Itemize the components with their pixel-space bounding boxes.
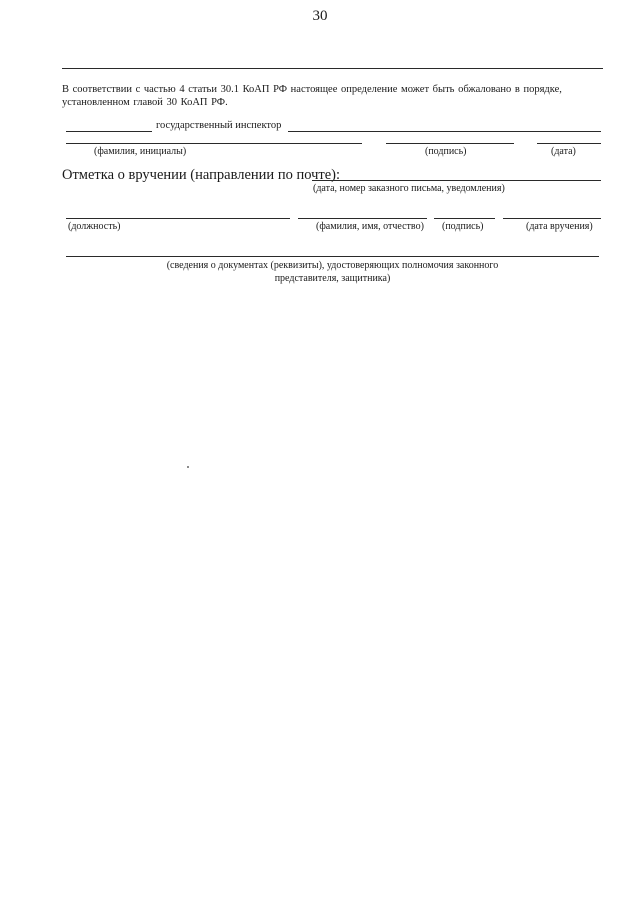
- mail-info-line: [312, 180, 601, 181]
- position-caption: (должность): [68, 221, 121, 232]
- delivery-date-caption: (дата вручения): [526, 221, 593, 232]
- page-number: 30: [312, 8, 328, 24]
- receiver-signature-line: [434, 218, 495, 219]
- representative-caption-line2: представителя, защитника): [274, 273, 391, 284]
- receiver-signature-caption: (подпись): [442, 221, 484, 232]
- representative-caption-line1: (сведения о документах (реквизиты), удостоверяющих полномочия законного: [166, 260, 499, 271]
- signature-caption: (подпись): [425, 146, 467, 157]
- position-line: [66, 218, 290, 219]
- full-name-line: [298, 218, 427, 219]
- representative-caption: [66, 259, 599, 285]
- inspector-blank-suffix: [288, 131, 601, 132]
- scan-speck: [187, 466, 189, 468]
- name-line: [66, 143, 362, 144]
- delivery-title: Отметка о вручении (направлении по почте):: [62, 167, 341, 183]
- signature-line: [386, 143, 514, 144]
- inspector-blank-prefix: [66, 131, 152, 132]
- inspector-label: государственный инспектор: [156, 120, 282, 131]
- representative-line: [66, 256, 599, 257]
- date-caption: (дата): [551, 146, 576, 157]
- top-divider: [62, 68, 603, 69]
- date-line: [537, 143, 601, 144]
- appeal-paragraph: В соответствии с частью 4 статьи 30.1 КоАП РФ настоящее определение может быть обжаловано в порядке, установленном главой 30 КоАП РФ.: [62, 84, 562, 108]
- mail-info-caption: (дата, номер заказного письма, уведомления): [313, 183, 505, 194]
- name-caption: (фамилия, инициалы): [94, 146, 187, 157]
- delivery-date-line: [503, 218, 601, 219]
- full-name-caption: (фамилия, имя, отчество): [316, 221, 424, 232]
